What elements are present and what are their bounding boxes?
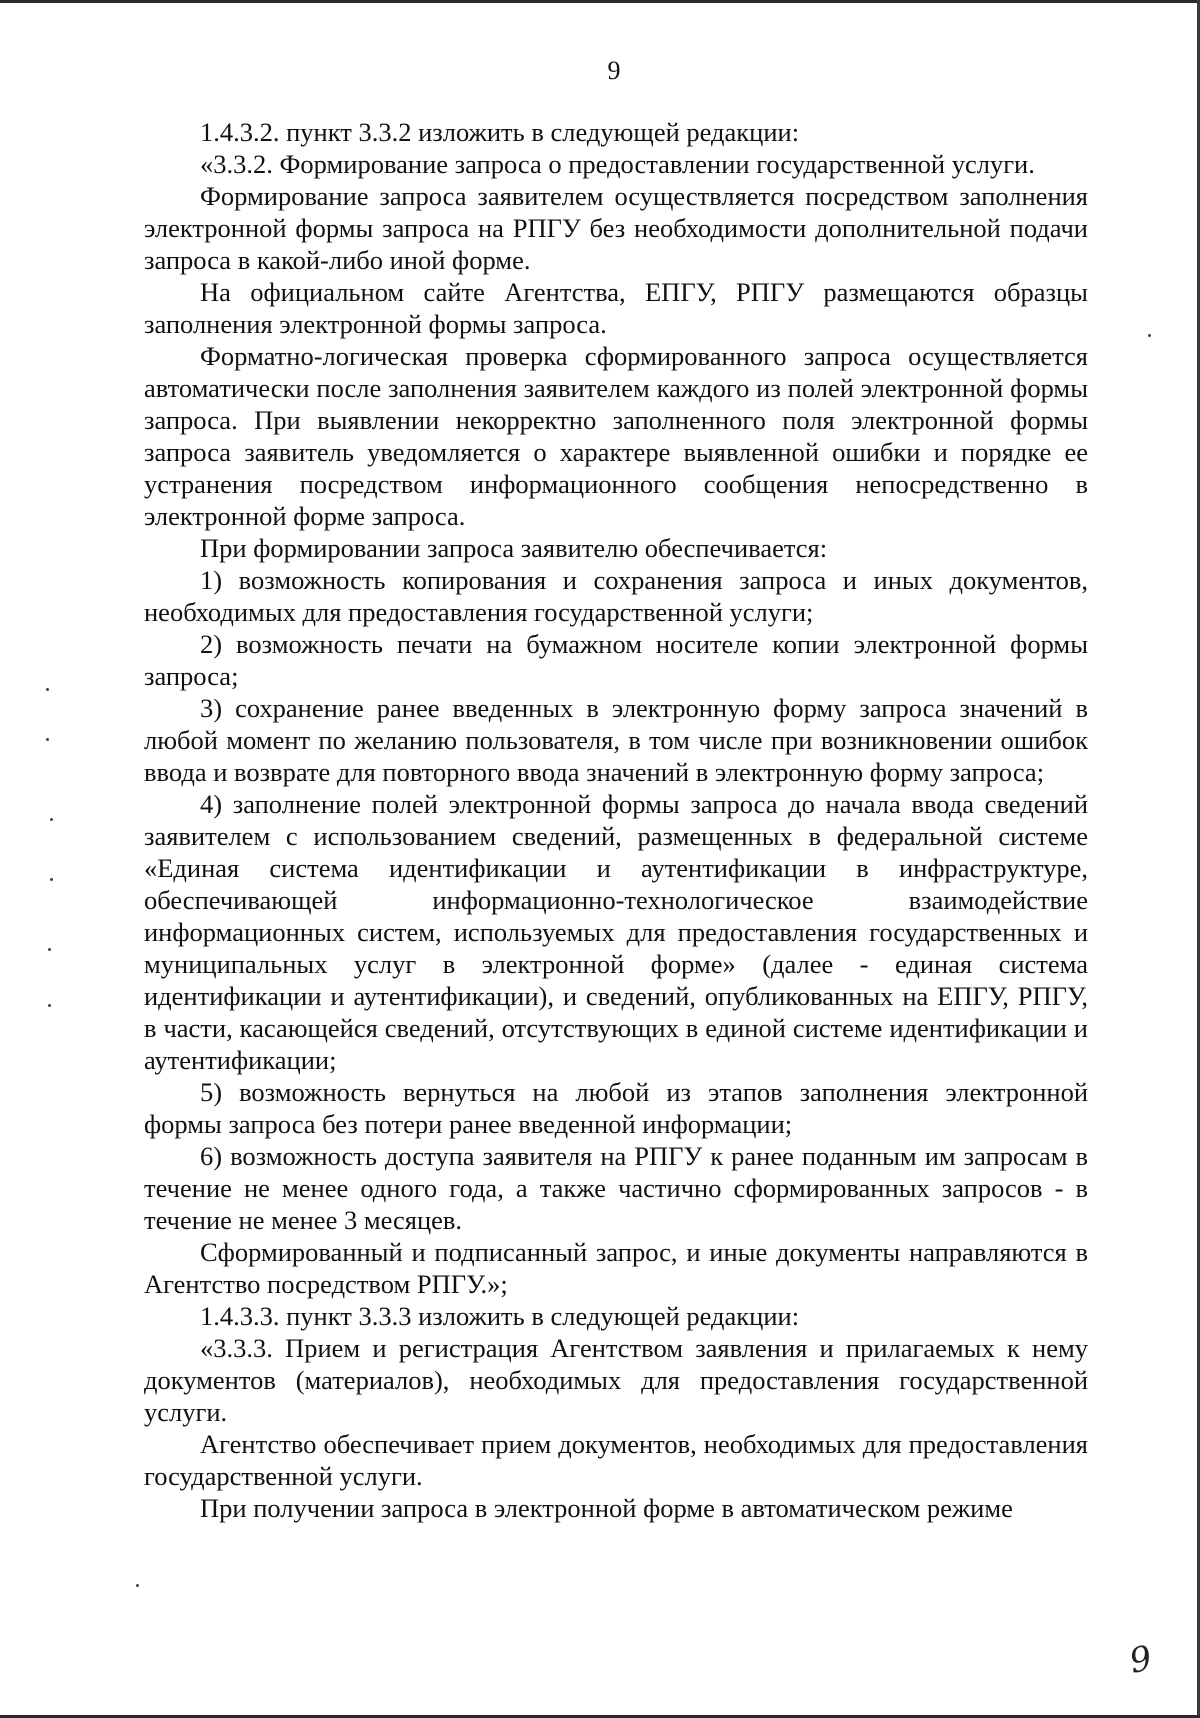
scan-speck [50, 818, 53, 821]
scan-speck [48, 948, 51, 951]
list-item-5: 5) возможность вернуться на любой из этапов заполнения электронной формы запроса без потери ранее введенной информации; [144, 1077, 1088, 1139]
paragraph-1-4-3-2-heading: 1.4.3.2. пункт 3.3.2 изложить в следующей редакции: [200, 117, 800, 147]
scan-speck [46, 738, 49, 741]
paragraph-signed-request: Сформированный и подписанный запрос, и иные документы направляются в Агентство посредством РПГУ.»; [144, 1237, 1088, 1299]
scan-speck [1148, 334, 1151, 337]
handwritten-page-mark: 9 [1126, 1638, 1156, 1682]
paragraph-applicant-provided: При формировании запроса заявителю обеспечивается: [200, 533, 828, 563]
paragraph-3-3-2-title: «3.3.2. Формирование запроса о предоставлении государственной услуги. [200, 149, 1035, 179]
scan-speck [46, 688, 49, 691]
page-number: 9 [607, 56, 621, 85]
paragraph-electronic-receipt: При получении запроса в электронной форме в автоматическом режиме [200, 1493, 1013, 1523]
scan-speck [50, 878, 53, 881]
list-item-6: 6) возможность доступа заявителя на РПГУ к ранее поданным им запросам в течение не менее одного года, а также частично сформированных запросов - в течение не менее 3 месяцев. [144, 1141, 1088, 1235]
scan-speck [48, 1004, 51, 1007]
paragraph-agency-accepts: Агентство обеспечивает прием документов, необходимых для предоставления государственной услуги. [144, 1429, 1088, 1491]
paragraph-3-3-3-title: «3.3.3. Прием и регистрация Агентством заявления и прилагаемых к нему документов (материалов), необходимых для предоставления государственной услуги. [144, 1333, 1088, 1427]
list-item-3: 3) сохранение ранее введенных в электронную форму запроса значений в любой момент по желанию пользователя, в том числе при возникновении ошибок ввода и возврате для повторного ввода значений в электронную форму запроса; [144, 693, 1088, 787]
list-item-2: 2) возможность печати на бумажном носителе копии электронной формы запроса; [144, 629, 1088, 691]
list-item-1: 1) возможность копирования и сохранения запроса и иных документов, необходимых для предоставления государственной услуги; [144, 565, 1088, 627]
list-item-4: 4) заполнение полей электронной формы запроса до начала ввода сведений заявителем с использованием сведений, размещенных в федеральной системе «Единая система идентификации и аутентификации в инфраструктуре, обеспечивающей информационно-технологическое взаимодействие информационных систем, используемых для предоставления государственных и муниципальных услуг в электронной форме» (далее - единая система идентификации и аутентификации), и сведений, опубликованных на ЕПГУ, РПГУ, в части, касающейся сведений, отсутствующих в единой системе идентификации и аутентификации; [144, 789, 1088, 1075]
scan-speck [136, 1584, 139, 1587]
paragraph-1-4-3-3-heading: 1.4.3.3. пункт 3.3.3 изложить в следующей редакции: [200, 1301, 800, 1331]
paragraph-sample-forms: На официальном сайте Агентства, ЕПГУ, РПГУ размещаются образцы заполнения электронной формы запроса. [144, 277, 1088, 339]
paragraph-format-check: Форматно-логическая проверка сформированного запроса осуществляется автоматически после заполнения заявителем каждого из полей электронной формы запроса. При выявлении некорректно заполненного поля электронной формы запроса заявитель уведомляется о характере выявленной ошибки и порядке ее устранения посредством информационного сообщения непосредственно в электронной форме запроса. [144, 341, 1088, 531]
document-body [144, 116, 1088, 1524]
scan-top-edge [0, 0, 1200, 3]
paragraph-request-formation: Формирование запроса заявителем осуществляется посредством заполнения электронной формы запроса на РПГУ без необходимости дополнительной подачи запроса в какой-либо иной форме. [144, 181, 1088, 275]
